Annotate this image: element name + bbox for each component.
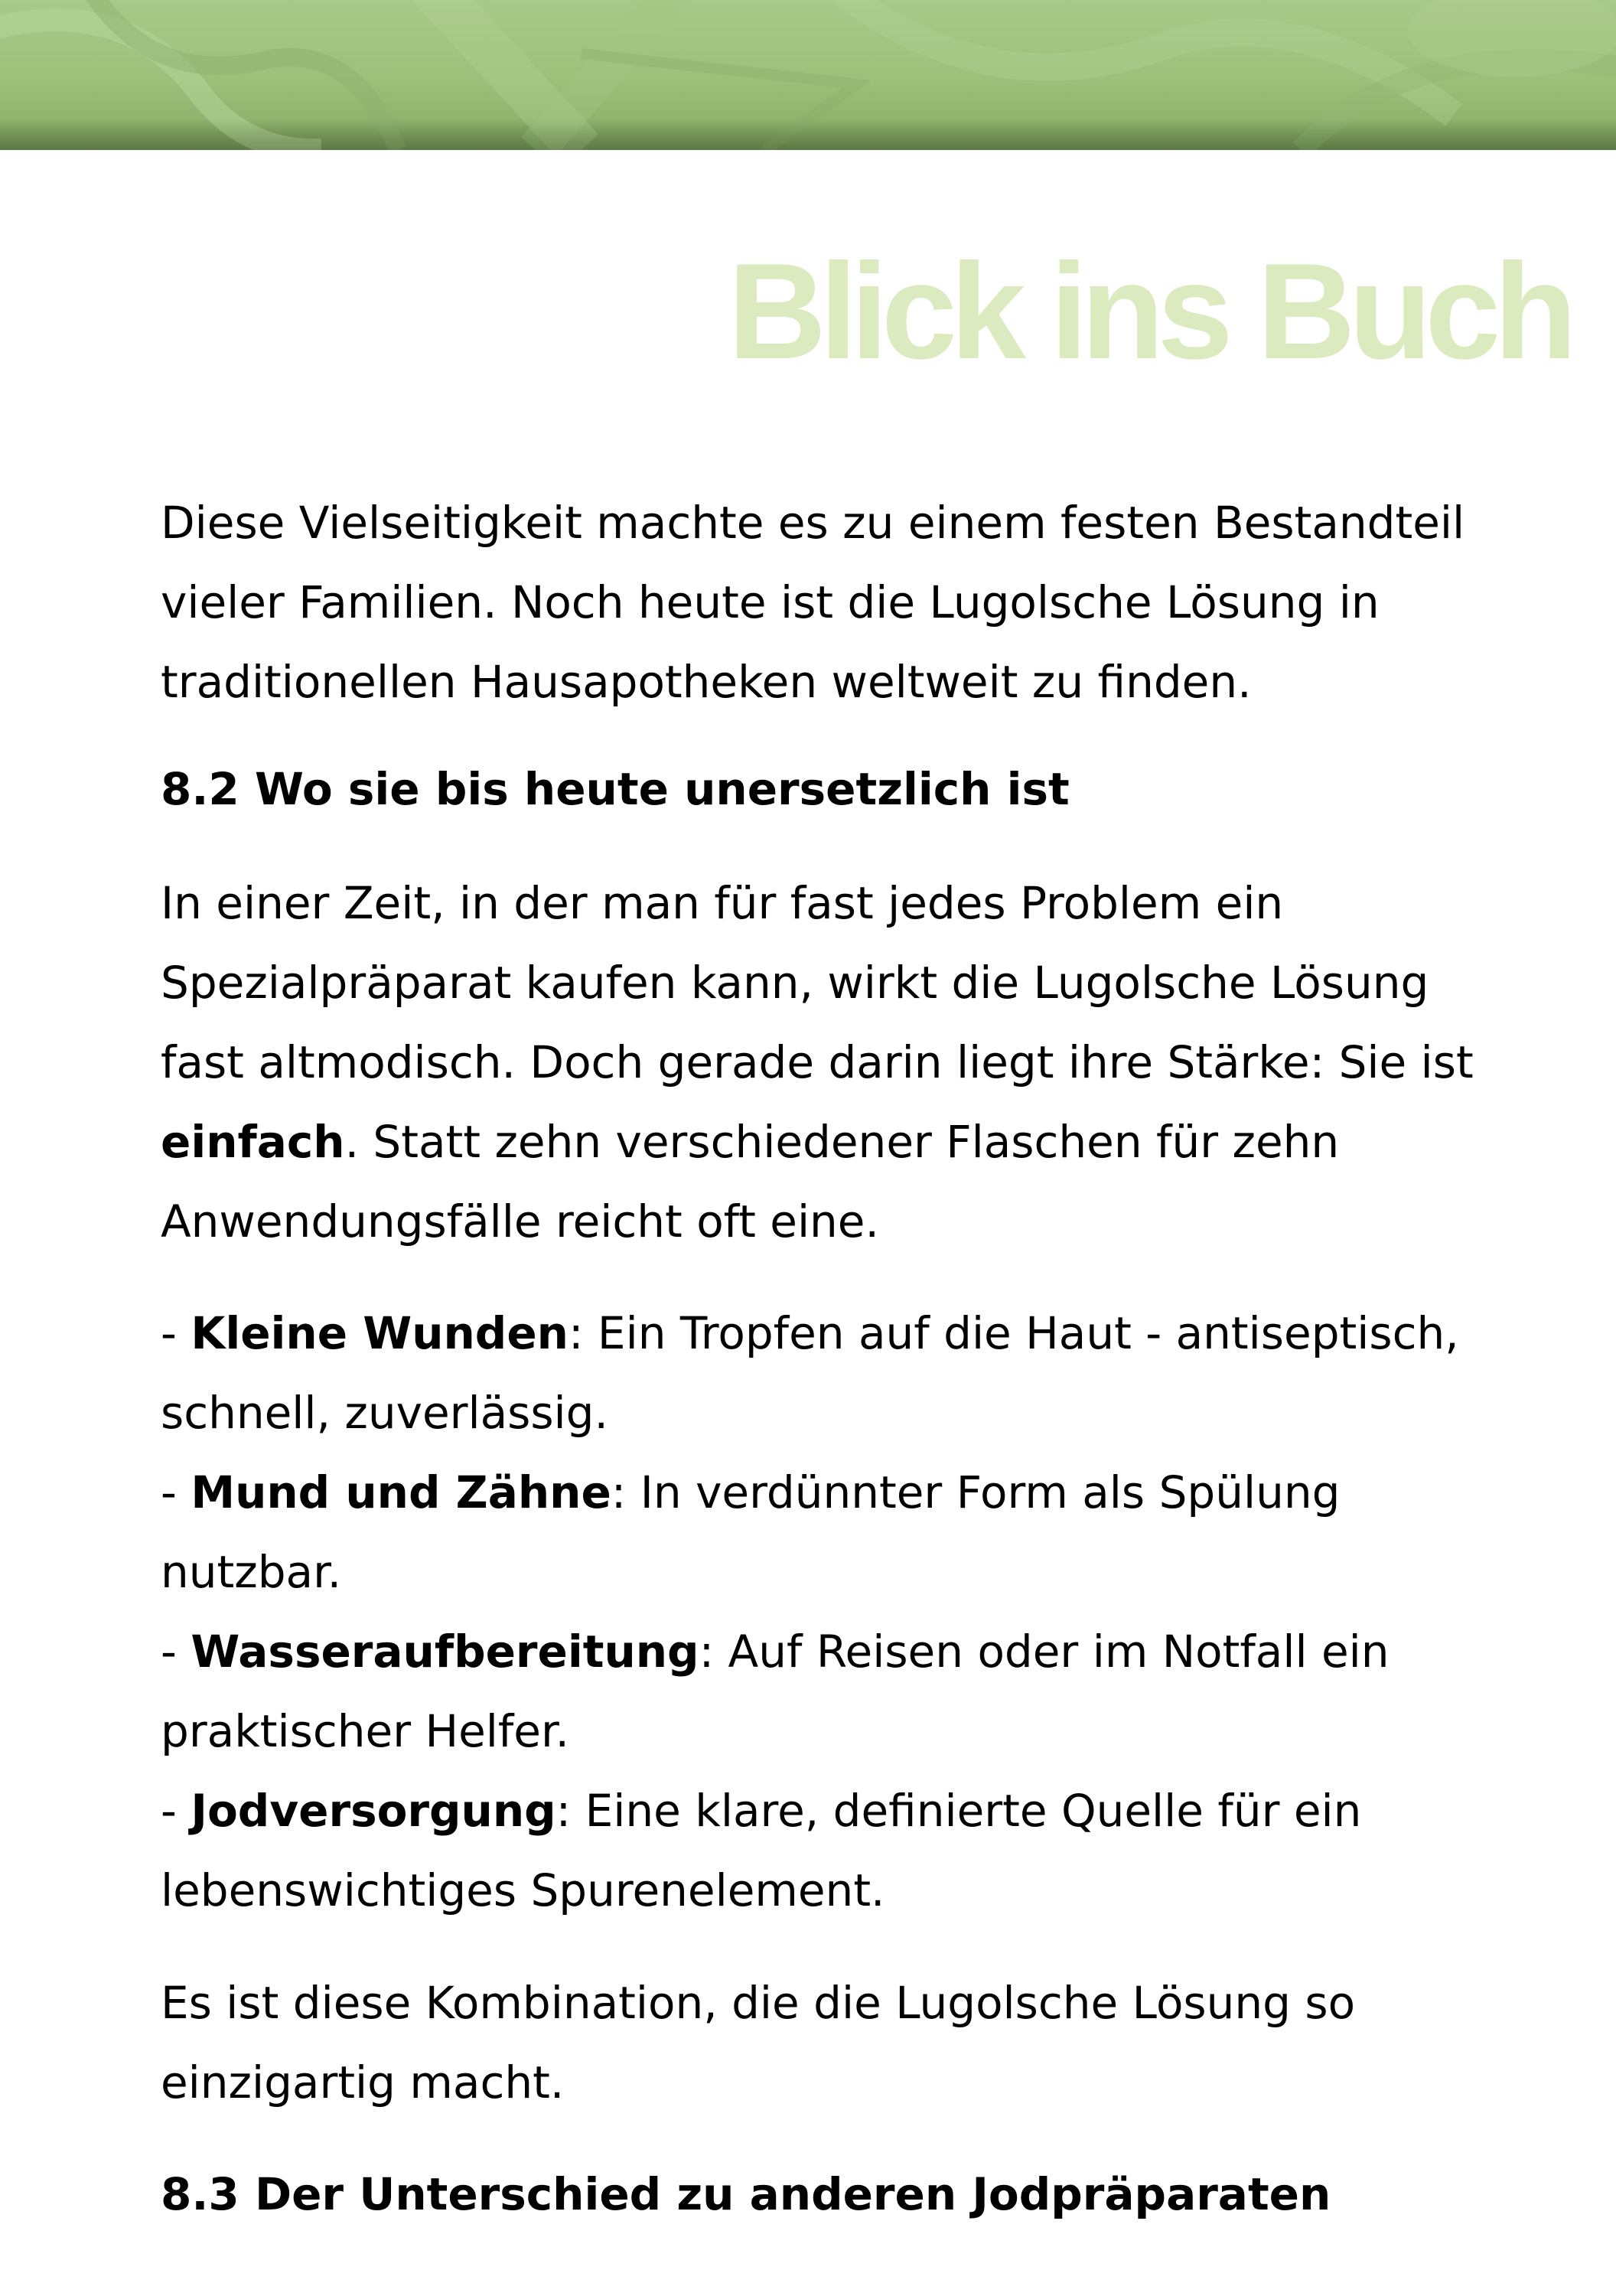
closing-paragraph: Es ist diese Kombination, die die Lugolsche Lösung so einzigartig macht. xyxy=(161,1977,1356,2108)
list-item xyxy=(161,1771,1507,1930)
page-title: Blick ins Buch xyxy=(728,235,1570,387)
banner-shadow xyxy=(0,119,1616,150)
list-item-text: : Auf Reisen oder im Notfall ein praktischer Helfer. xyxy=(161,1626,1390,1757)
list-item-text: : Ein Tropfen auf die Haut - antiseptisch, schnell, zuverlässig. xyxy=(161,1307,1459,1439)
section-heading-8-3: 8.3 Der Unterschied zu anderen Jodpräparaten xyxy=(161,2168,1331,2220)
list-item xyxy=(161,1293,1507,1453)
list-item-label: Mund und Zähne xyxy=(191,1466,611,1518)
list-item-label: Wasseraufbereitung xyxy=(191,1626,699,1678)
list-dash: - xyxy=(161,1466,191,1518)
list-item xyxy=(161,1612,1507,1771)
paragraph-text: In einer Zeit, in der man für fast jedes Problem ein Spezialpräparat kaufen kann, wirkt die Lugolsche Lösung fast altmodisch. Doch gerade darin liegt ihre Stärke: Sie ist xyxy=(161,877,1474,1088)
list-item-label: Jodversorgung xyxy=(191,1785,556,1837)
section-heading-8-2: 8.2 Wo sie bis heute unersetzlich ist xyxy=(161,763,1070,815)
list-dash: - xyxy=(161,1785,191,1837)
list-item-text: : Eine klare, definierte Quelle für ein lebenswichtiges Spurenelement. xyxy=(161,1785,1362,1916)
intro-paragraph: Diese Vielseitigkeit machte es zu einem festen Bestandteil vieler Familien. Noch heute ist die Lugolsche Lösung in traditionellen Hausapotheken weltweit zu finden. xyxy=(161,497,1465,708)
uses-list xyxy=(161,1293,1507,1930)
list-item xyxy=(161,1453,1507,1612)
list-item-label: Kleine Wunden xyxy=(191,1307,569,1359)
book-excerpt xyxy=(161,483,1507,2234)
paragraph-text: . Statt zehn verschiedener Flaschen für zehn Anwendungsfälle reicht oft eine. xyxy=(161,1116,1340,1247)
section-8-2-paragraph xyxy=(161,863,1507,1261)
list-dash: - xyxy=(161,1307,191,1359)
header-banner xyxy=(0,0,1616,150)
list-dash: - xyxy=(161,1626,191,1678)
emphasis-text: einfach xyxy=(161,1116,345,1168)
list-item-text: : In verdünnter Form als Spülung nutzbar. xyxy=(161,1466,1341,1598)
